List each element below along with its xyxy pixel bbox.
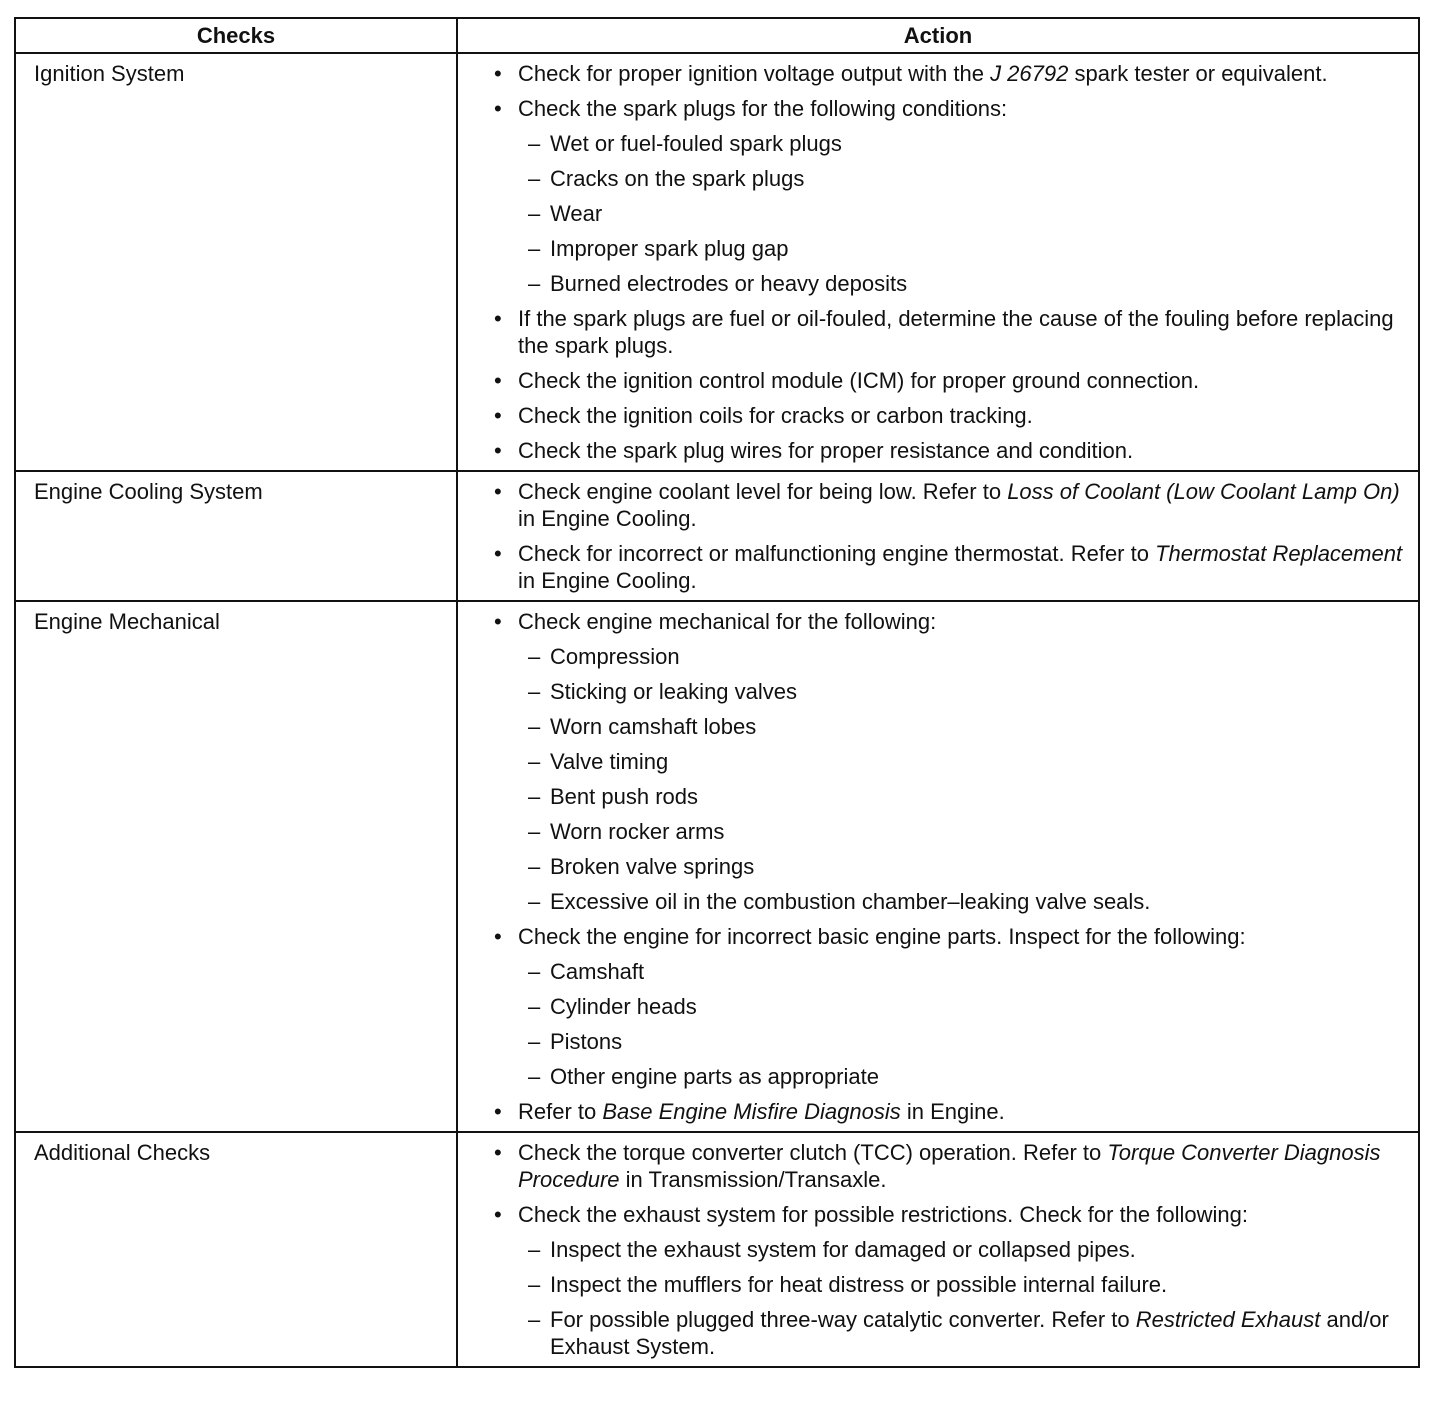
action-text: [518, 402, 1408, 429]
text-segment: Camshaft: [550, 959, 645, 984]
table-body: [15, 53, 1419, 1367]
text-segment: Improper spark plug gap: [550, 236, 789, 261]
sub-list: [518, 643, 1408, 915]
action-cell: [457, 471, 1419, 601]
text-segment: Other engine parts as appropriate: [550, 1064, 879, 1089]
text-segment: in Transmission/Transaxle.: [619, 1167, 887, 1192]
check-cell: Engine Cooling System: [15, 471, 457, 601]
action-text: [518, 1098, 1408, 1125]
sub-item: [518, 1028, 1408, 1055]
sub-list: [518, 130, 1408, 297]
header-row: [15, 18, 1419, 53]
action-item: [458, 60, 1408, 87]
action-item: [458, 1139, 1408, 1193]
action-column-header: Action: [457, 18, 1419, 53]
action-item: [458, 437, 1408, 464]
sub-list: [518, 1236, 1408, 1360]
action-text: [518, 923, 1408, 950]
checks-action-table: [14, 17, 1420, 1368]
text-segment: Cracks on the spark plugs: [550, 166, 805, 191]
text-segment: Refer to: [518, 1099, 603, 1124]
action-text: [518, 540, 1408, 594]
text-segment: Wear: [550, 201, 603, 226]
reference-title: Base Engine Misfire Diagnosis: [602, 1099, 901, 1124]
table-row: [15, 601, 1419, 1132]
check-cell: Ignition System: [15, 53, 457, 471]
sub-item: [518, 958, 1408, 985]
sub-list: [518, 958, 1408, 1090]
reference-title: Loss of Coolant (Low Coolant Lamp On): [1007, 479, 1400, 504]
text-segment: Pistons: [550, 1029, 623, 1054]
sub-item: [518, 678, 1408, 705]
check-cell: Engine Mechanical: [15, 601, 457, 1132]
text-segment: Broken valve springs: [550, 854, 755, 879]
sub-item: [518, 853, 1408, 880]
text-segment: Check the torque converter clutch (TCC) operation. Refer to: [518, 1140, 1108, 1165]
table-row: [15, 1132, 1419, 1367]
action-text: [518, 1201, 1408, 1228]
sub-item: [518, 1306, 1408, 1360]
text-segment: Check engine mechanical for the following:: [518, 609, 937, 634]
text-segment: in Engine.: [900, 1099, 1005, 1124]
text-segment: Check the ignition control module (ICM) for proper ground connection.: [518, 368, 1200, 393]
text-segment: Check engine coolant level for being low. Refer to: [518, 479, 1008, 504]
action-text: [518, 367, 1408, 394]
reference-title: J 26792: [990, 61, 1069, 86]
action-item: [458, 923, 1408, 1090]
action-list: [458, 608, 1408, 1125]
action-text: [518, 437, 1408, 464]
action-list: [458, 1139, 1408, 1360]
sub-item: [518, 270, 1408, 297]
action-list: [458, 478, 1408, 594]
table-row: [15, 471, 1419, 601]
sub-item: [518, 165, 1408, 192]
sub-item: [518, 818, 1408, 845]
text-segment: and/or Exhaust System.: [550, 1307, 1389, 1359]
check-cell: Additional Checks: [15, 1132, 457, 1367]
reference-title: Restricted Exhaust: [1135, 1307, 1321, 1332]
text-segment: Check the spark plugs for the following conditions:: [518, 96, 1008, 121]
action-text: [518, 95, 1408, 122]
sub-item: [518, 200, 1408, 227]
sub-item: [518, 783, 1408, 810]
action-text: [518, 60, 1408, 87]
sub-item: [518, 130, 1408, 157]
text-segment: Worn rocker arms: [550, 819, 725, 844]
action-cell: [457, 601, 1419, 1132]
action-cell: [457, 1132, 1419, 1367]
action-item: [458, 478, 1408, 532]
action-item: [458, 540, 1408, 594]
text-segment: Check the exhaust system for possible restrictions. Check for the following:: [518, 1202, 1248, 1227]
sub-item: [518, 1236, 1408, 1263]
text-segment: in Engine Cooling.: [518, 568, 697, 593]
checks-column-header: Checks: [15, 18, 457, 53]
action-item: [458, 608, 1408, 915]
text-segment: Cylinder heads: [550, 994, 697, 1019]
sub-item: [518, 748, 1408, 775]
action-cell: [457, 53, 1419, 471]
text-segment: Check for proper ignition voltage output with the: [518, 61, 991, 86]
sub-item: [518, 888, 1408, 915]
action-text: [518, 608, 1408, 635]
action-item: [458, 305, 1408, 359]
action-text: [518, 1139, 1408, 1193]
text-segment: Check for incorrect or malfunctioning engine thermostat. Refer to: [518, 541, 1156, 566]
text-segment: Bent push rods: [550, 784, 698, 809]
sub-item: [518, 235, 1408, 262]
sub-item: [518, 1063, 1408, 1090]
reference-title: Thermostat Replacement: [1155, 541, 1403, 566]
action-item: [458, 402, 1408, 429]
sub-item: [518, 993, 1408, 1020]
action-list: [458, 60, 1408, 464]
table-row: [15, 53, 1419, 471]
action-item: [458, 1098, 1408, 1125]
text-segment: Wet or fuel-fouled spark plugs: [550, 131, 842, 156]
text-segment: Check the engine for incorrect basic engine parts. Inspect for the following:: [518, 924, 1246, 949]
sub-item: [518, 1271, 1408, 1298]
action-text: [518, 478, 1408, 532]
text-segment: Inspect the mufflers for heat distress or possible internal failure.: [550, 1272, 1168, 1297]
text-segment: Burned electrodes or heavy deposits: [550, 271, 908, 296]
reference-title: Torque Converter Diagnosis Procedure: [518, 1140, 1381, 1192]
text-segment: Valve timing: [550, 749, 669, 774]
text-segment: spark tester or equivalent.: [1068, 61, 1328, 86]
action-item: [458, 95, 1408, 297]
text-segment: Check the spark plug wires for proper resistance and condition.: [518, 438, 1134, 463]
text-segment: Compression: [550, 644, 680, 669]
text-segment: Worn camshaft lobes: [550, 714, 757, 739]
text-segment: Excessive oil in the combustion chamber–leaking valve seals.: [550, 889, 1151, 914]
text-segment: Sticking or leaking valves: [550, 679, 798, 704]
sub-item: [518, 643, 1408, 670]
text-segment: If the spark plugs are fuel or oil-fouled, determine the cause of the fouling before replacing the spark plugs.: [518, 306, 1394, 358]
text-segment: For possible plugged three-way catalytic converter. Refer to: [550, 1307, 1136, 1332]
action-item: [458, 367, 1408, 394]
text-segment: Check the ignition coils for cracks or carbon tracking.: [518, 403, 1033, 428]
action-item: [458, 1201, 1408, 1360]
sub-item: [518, 713, 1408, 740]
text-segment: in Engine Cooling.: [518, 506, 697, 531]
action-text: [518, 305, 1408, 359]
text-segment: Inspect the exhaust system for damaged or collapsed pipes.: [550, 1237, 1136, 1262]
